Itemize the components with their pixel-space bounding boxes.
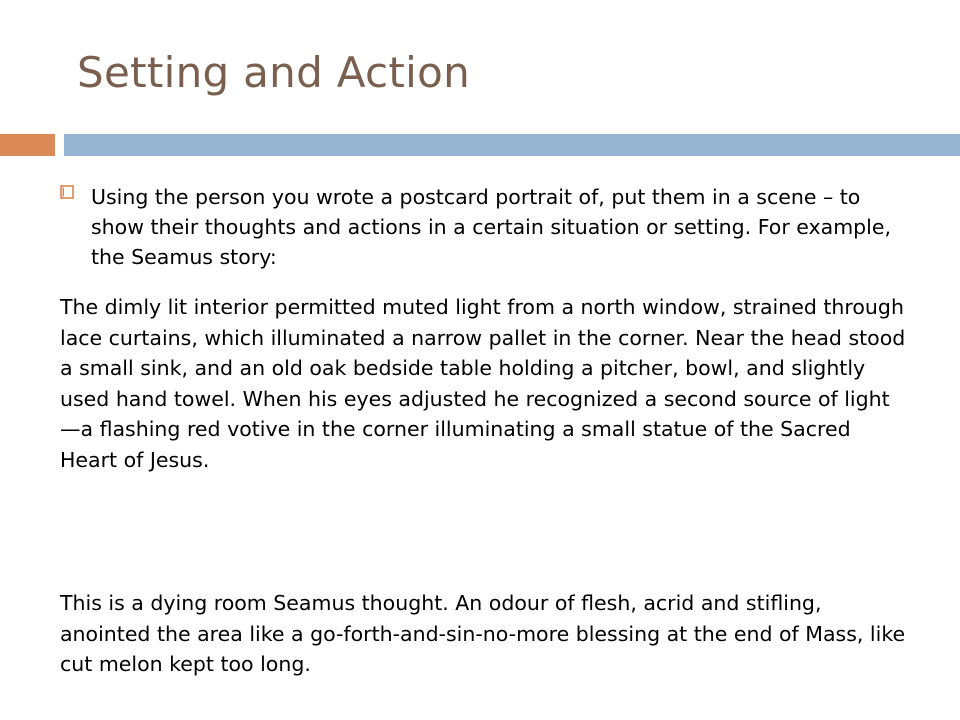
- story-paragraph-2: This is a dying room Seamus thought. An odour of flesh, acrid and stifling, anointed the area like a go-forth-and-sin-no-more blessing at the end of Mass, like cut melon kept too long.: [60, 591, 906, 677]
- title-accent-bar-orange: [0, 134, 55, 156]
- bullet-item: [60, 182, 896, 272]
- title-accent-bar-blue: [64, 134, 960, 156]
- slide-title: Setting and Action: [77, 48, 471, 97]
- hollow-square-bullet-icon: [60, 185, 74, 201]
- story-paragraph-1: The dimly lit interior permitted muted light from a north window, strained through lace curtains, which illuminated a narrow pallet in the corner. Near the head stood a small sink, and an old oak bedside table holding a pitcher, bowl, and slightly used hand towel. When his eyes adjusted he recognized a second source of light—a flashing red votive in the corner illuminating a small statue of the Sacred Heart of Jesus.: [60, 295, 906, 472]
- bullet-text: Using the person you wrote a postcard portrait of, put them in a scene – to show their thoughts and actions in a certain situation or setting. For example, the Seamus story:: [91, 185, 892, 269]
